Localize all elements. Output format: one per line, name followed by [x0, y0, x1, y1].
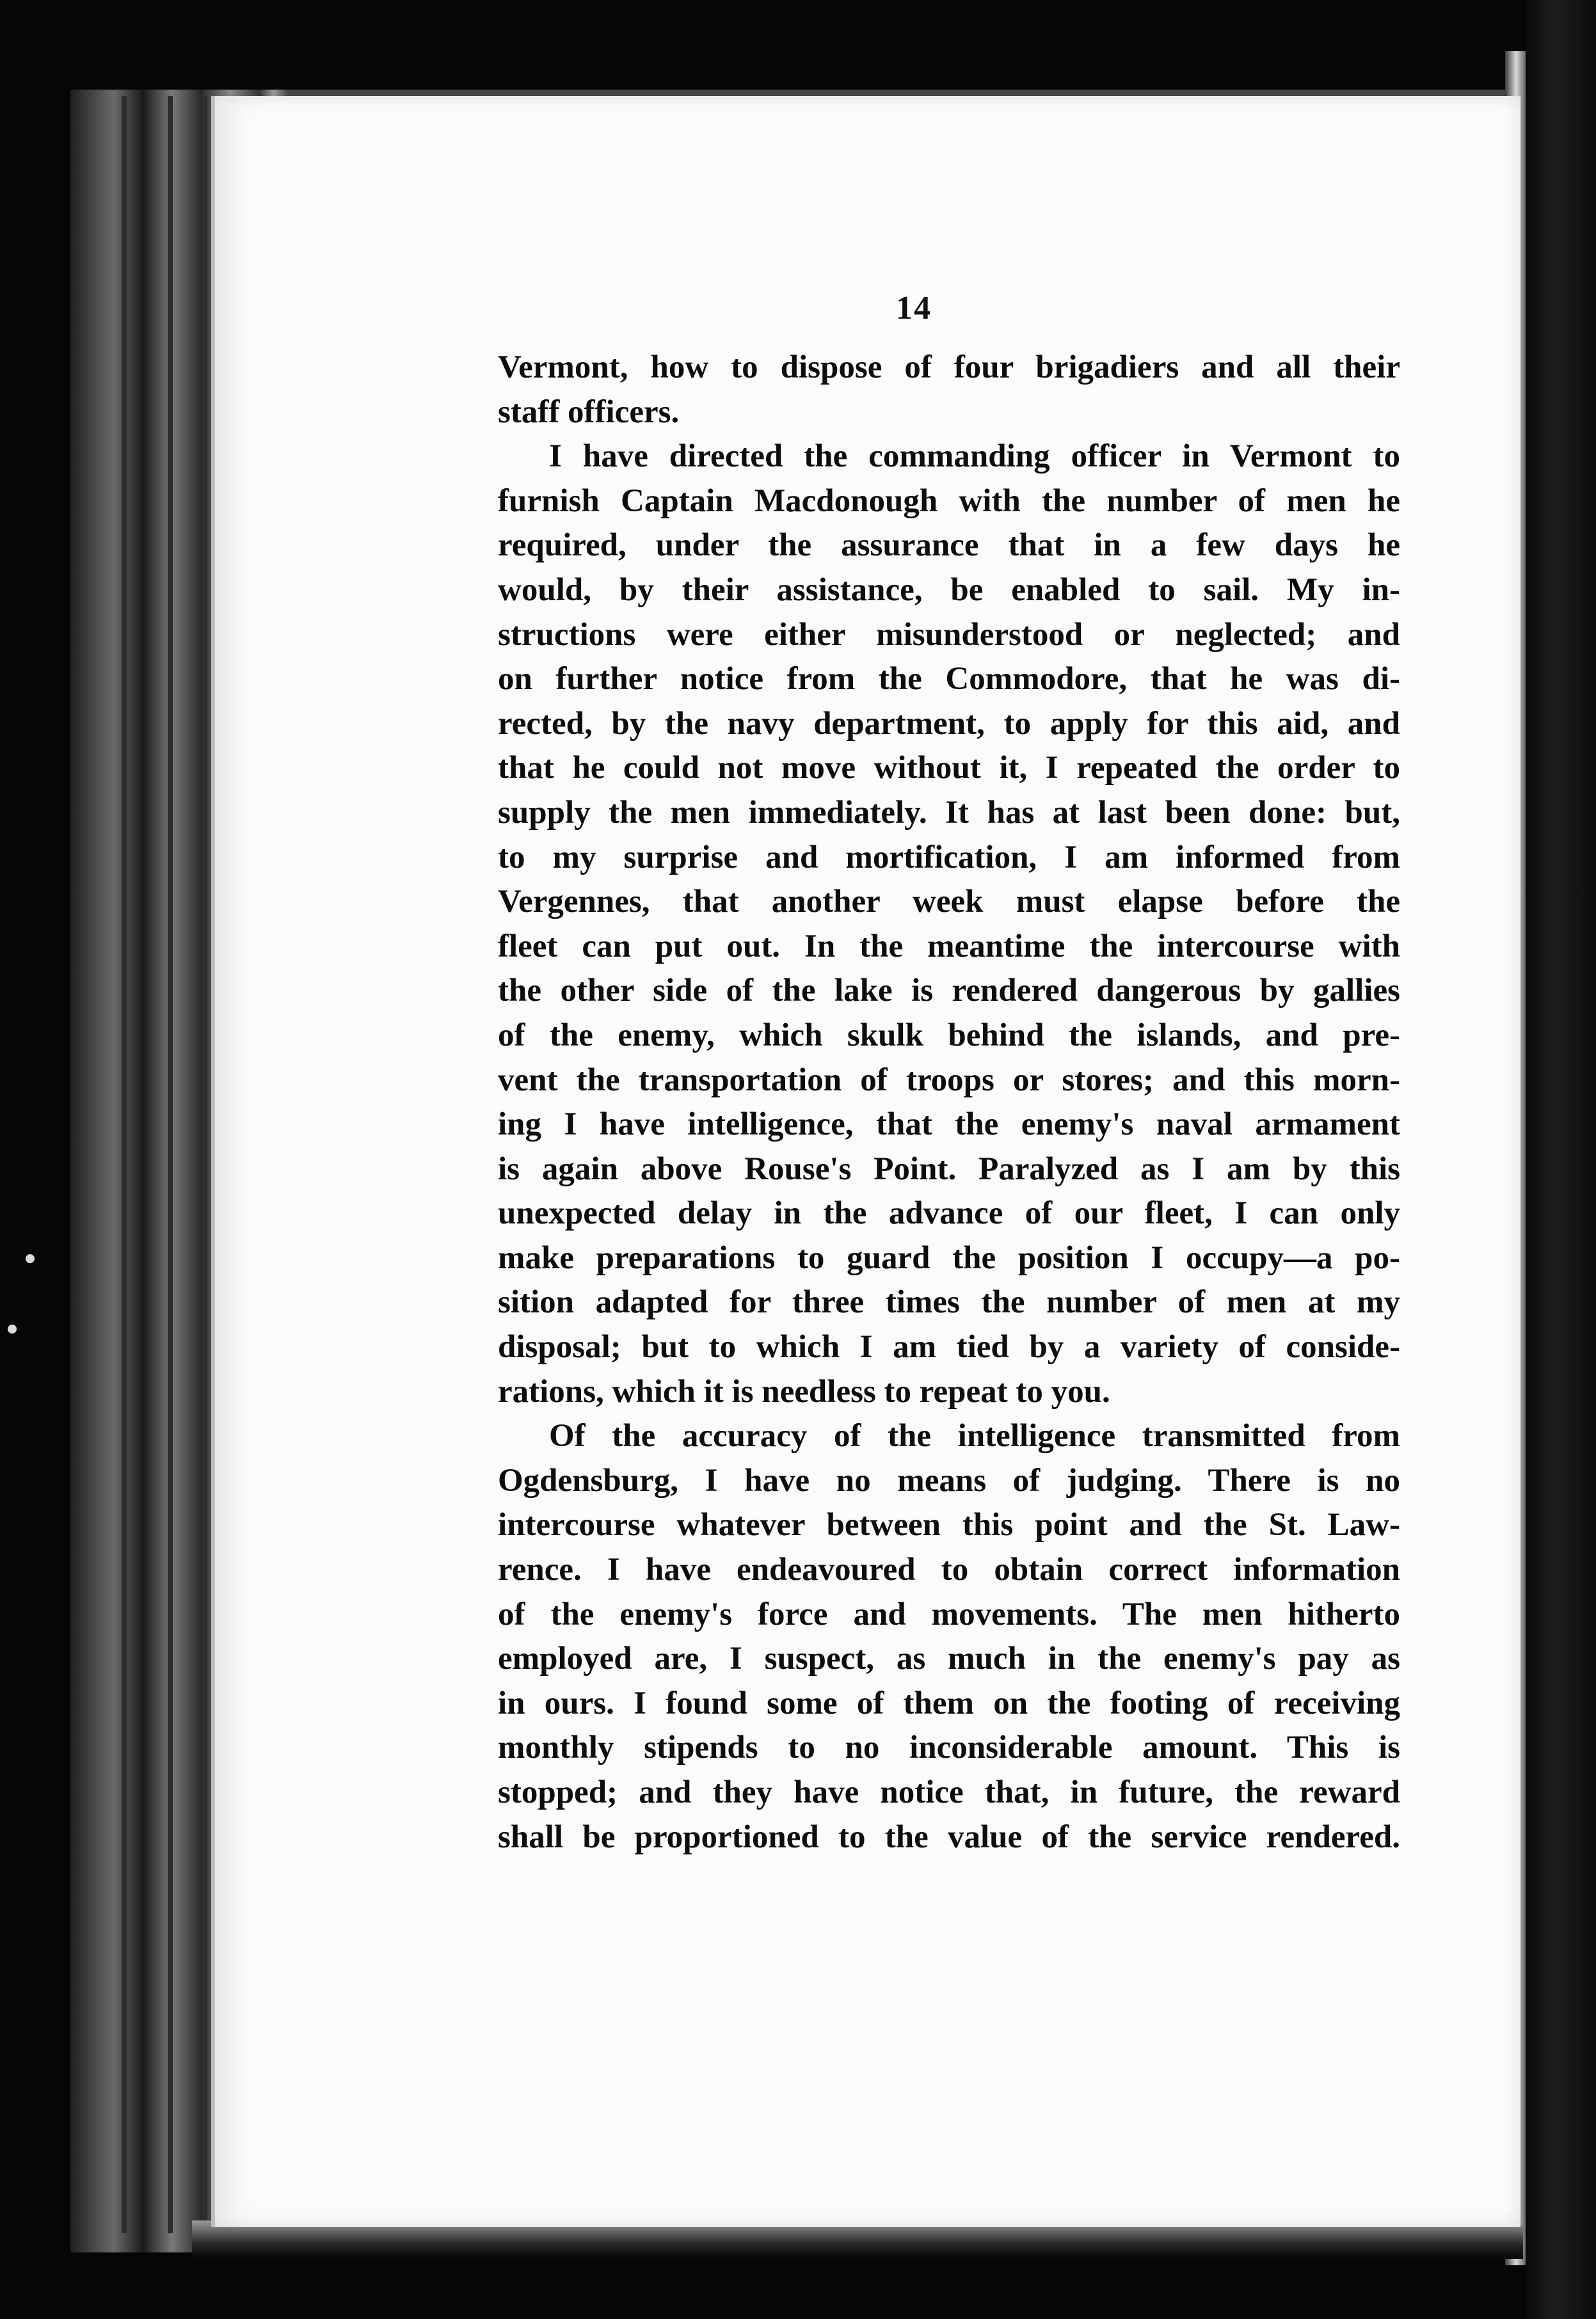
scan-right-margin [1526, 0, 1596, 2319]
scan-speck [8, 1325, 17, 1334]
text-line: furnish Captain Macdonough with the number of men he [498, 482, 1400, 519]
text-line: shall be proportioned to the value of the service rendered. [498, 1819, 1400, 1855]
text-line: stopped; and they have notice that, in future, the reward [498, 1774, 1400, 1810]
text-line: structions were either misunderstood or neglected; and [498, 616, 1400, 653]
text-line: is again above Rouse's Point. Paralyzed as I am by this [498, 1151, 1400, 1187]
text-line: Of the accuracy of the intelligence transmitted from [549, 1418, 1400, 1454]
text-line: in ours. I found some of them on the footing of receiving [498, 1685, 1400, 1721]
text-line: to my surprise and mortification, I am informed from [498, 839, 1400, 875]
text-line: Vergennes, that another week must elapse before the [498, 884, 1400, 920]
text-line: would, by their assistance, be enabled to sail. My in- [498, 571, 1400, 608]
text-line: on further notice from the Commodore, that he was di- [498, 661, 1400, 697]
text-line: of the enemy's force and movements. The men hitherto [498, 1596, 1400, 1632]
text-line: intercourse whatever between this point and the St. Law- [498, 1507, 1400, 1543]
text-line: of the enemy, which skulk behind the islands, and pre- [498, 1017, 1400, 1053]
text-line: rations, which it is needless to repeat to you. [498, 1373, 1110, 1410]
text-line: supply the men immediately. It has at last been done: but, [498, 794, 1400, 831]
text-line: ing I have intelligence, that the enemy's naval armament [498, 1106, 1400, 1143]
text-line: disposal; but to which I am tied by a variety of conside- [498, 1329, 1400, 1366]
text-line: employed are, I suspect, as much in the enemy's pay as [498, 1641, 1400, 1677]
page-edge-line [122, 96, 127, 2233]
text-line: make preparations to guard the position I occupy—a po- [498, 1239, 1400, 1276]
text-line: Vermont, how to dispose of four brigadiers and all their [498, 349, 1400, 385]
text-line: that he could not move without it, I repeated the order to [498, 750, 1400, 786]
text-line: sition adapted for three times the number of men at my [498, 1284, 1400, 1321]
scan-speck [26, 1254, 35, 1263]
text-line: Ogdensburg, I have no means of judging. There is no [498, 1462, 1400, 1499]
text-line: staff officers. [498, 394, 680, 430]
text-line: unexpected delay in the advance of our fleet, I can only [498, 1195, 1400, 1232]
text-line: required, under the assurance that in a few days he [498, 527, 1400, 564]
page-edge-line [168, 96, 173, 2233]
text-line: rence. I have endeavoured to obtain correct information [498, 1552, 1400, 1588]
body-text [498, 346, 1400, 1860]
text-line: vent the transportation of troops or stores; and this morn- [498, 1062, 1400, 1098]
text-line: fleet can put out. In the meantime the intercourse with [498, 928, 1400, 964]
text-line: rected, by the navy department, to apply for this aid, and [498, 705, 1400, 742]
page-edge-line [202, 96, 207, 2233]
page-number: 14 [896, 290, 932, 326]
text-line: monthly stipends to no inconsiderable amount. This is [498, 1730, 1400, 1766]
text-line: the other side of the lake is rendered dangerous by gallies [498, 973, 1400, 1009]
text-line: I have directed the commanding officer in Vermont to [549, 438, 1400, 475]
